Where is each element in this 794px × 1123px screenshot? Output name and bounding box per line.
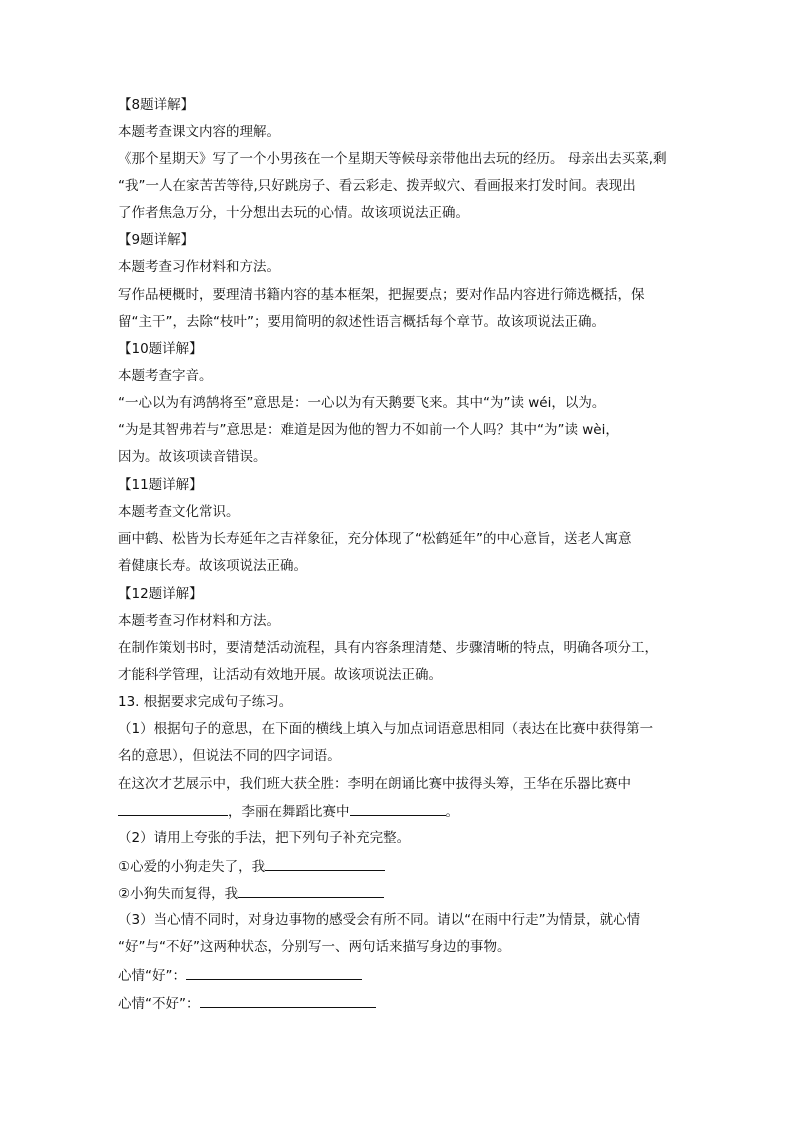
answer-blank[interactable] <box>265 857 385 871</box>
text-line: 因为。故该项读音错误。 <box>118 449 267 465</box>
text-line: 本题考查文化常识。 <box>118 504 240 520</box>
section-heading-q12: 【12题详解】 <box>118 586 203 602</box>
mood-line <box>118 994 376 1013</box>
text-line: 留“主干”，去除“枝叶”；要用简明的叙述性语言概括每个章节。故该项说法正确。 <box>118 314 605 330</box>
text-line: “我”一人在家苦苦等待,只好跳房子、看云彩走、拨弄蚁穴、看画报来打发时间。表现出 <box>118 178 636 194</box>
text-line: 名的意思），但说法不同的四字词语。 <box>118 748 341 764</box>
answer-blank[interactable] <box>350 802 446 816</box>
fill-text-middle: ，李丽在舞蹈比赛中 <box>228 804 350 820</box>
text-line: “好”与“不好”这两种状态，分别写一、两句话来描写身边的事物。 <box>118 939 511 955</box>
text-line: 才能科学管理，让活动有效地开展。故该项说法正确。 <box>118 667 442 683</box>
answer-label: ②小狗失而复得，我 <box>118 886 239 902</box>
answer-line <box>118 857 385 876</box>
fill-text-end: 。 <box>445 804 459 820</box>
answer-blank[interactable] <box>186 966 362 980</box>
section-heading-q9: 【9题详解】 <box>118 232 195 248</box>
fill-in-line <box>118 802 459 821</box>
section-heading-q11: 【11题详解】 <box>118 477 203 493</box>
text-line: （2）请用上夸张的手法，把下列句子补充完整。 <box>118 830 411 846</box>
text-line: 本题考查字音。 <box>118 368 213 384</box>
answer-line <box>118 884 384 903</box>
text-line: 着健康长寿。故该项说法正确。 <box>118 558 307 574</box>
text-line: 了作者焦急万分，十分想出去玩的心情。故该项说法正确。 <box>118 205 469 221</box>
text-line: 写作品梗概时，要理清书籍内容的基本框架，把握要点；要对作品内容进行筛选概括，保 <box>118 287 645 303</box>
mood-label: 心情“不好”： <box>118 996 200 1012</box>
text-line: 本题考查习作材料和方法。 <box>118 259 280 275</box>
answer-label: ①心爱的小狗走失了，我 <box>118 859 266 875</box>
text-line: “一心以为有鸿鹄将至”意思是：一心以为有天鹅要飞来。其中“为”读 wéi，以为。 <box>118 395 606 411</box>
text-line: （3）当心情不同时，对身边事物的感受会有所不同。请以“在雨中行走”为情景，就心情 <box>118 912 641 928</box>
text-line: “为是其智弗若与”意思是：难道是因为他的智力不如前一个人吗？其中“为”读 wèi， <box>118 422 619 438</box>
text-line: 画中鹤、松皆为长寿延年之吉祥象征，充分体现了“松鹤延年”的中心意旨，送老人寓意 <box>118 531 632 547</box>
text-line: 本题考查课文内容的理解。 <box>118 124 280 140</box>
answer-blank[interactable] <box>200 994 376 1008</box>
text-line: （1）根据句子的意思，在下面的横线上填入与加点词语意思相同（表达在比赛中获得第一 <box>118 721 654 737</box>
mood-line <box>118 966 362 985</box>
section-heading-q10: 【10题详解】 <box>118 341 203 357</box>
text-line: 本题考查习作材料和方法。 <box>118 613 280 629</box>
answer-blank[interactable] <box>238 884 384 898</box>
text-line: 《那个星期天》写了一个小男孩在一个星期天等候母亲带他出去玩的经历。 母亲出去买菜,剩 <box>118 151 667 167</box>
mood-label: 心情“好”： <box>118 968 186 984</box>
text-line: 在制作策划书时，要清楚活动流程，具有内容条理清楚、步骤清晰的特点，明确各项分工， <box>118 640 658 656</box>
answer-blank[interactable] <box>118 802 228 816</box>
text-line: 在这次才艺展示中，我们班大获全胜：李明在朗诵比赛中拔得头筹，王华在乐器比赛中 <box>118 776 631 792</box>
question-13-title: 13. 根据要求完成句子练习。 <box>118 694 293 710</box>
section-heading-q8: 【8题详解】 <box>118 97 195 113</box>
